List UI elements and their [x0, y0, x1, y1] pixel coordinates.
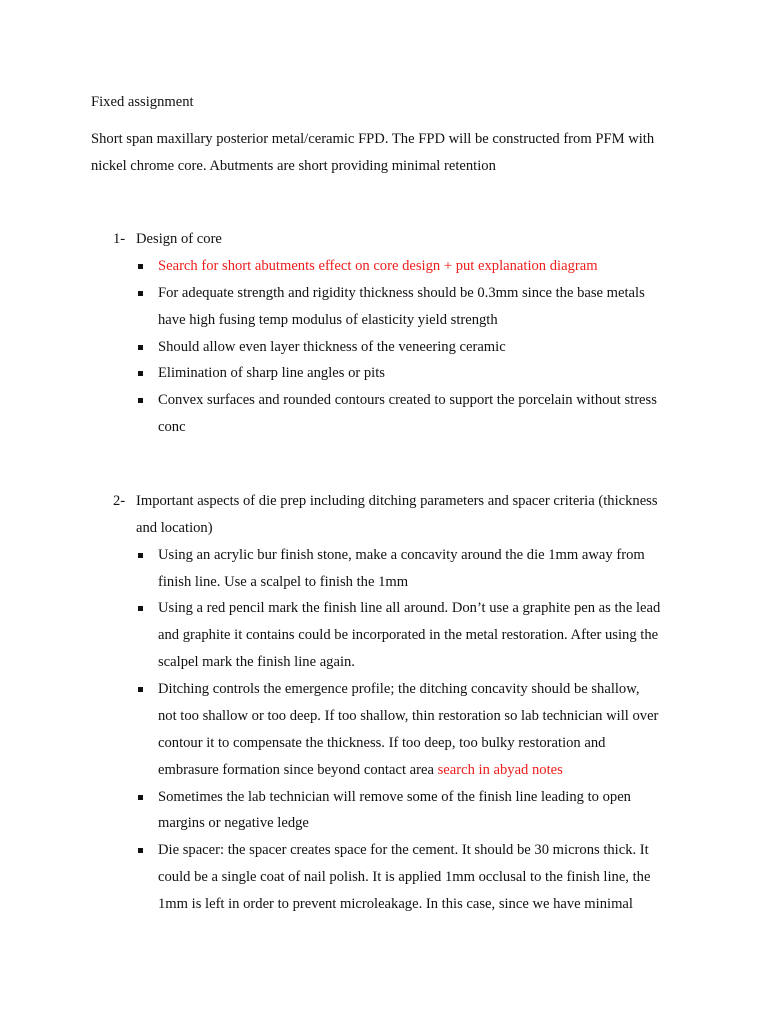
- bullet-marker-icon: [138, 398, 143, 403]
- bullet-line: Using an acrylic bur finish stone, make a concavity around the die 1mm away from: [158, 547, 645, 563]
- intro-line: nickel chrome core. Abutments are short providing minimal retention: [91, 158, 496, 174]
- bullet-line: margins or negative ledge: [158, 815, 309, 831]
- bullet-line: Using a red pencil mark the finish line all around. Don’t use a graphite pen as the lead: [158, 600, 661, 616]
- bullet-line: have high fusing temp modulus of elasticity yield strength: [158, 312, 498, 328]
- bullet-line-text: embrasure formation since beyond contact area: [158, 762, 438, 778]
- bullet-marker-icon: [138, 848, 143, 853]
- bullet-line: could be a single coat of nail polish. It is applied 1mm occlusal to the finish line, the: [158, 869, 651, 885]
- section-heading: and location): [136, 520, 213, 536]
- bullet-line: conc: [158, 419, 186, 435]
- bullet-marker-icon: [138, 264, 143, 269]
- bullet-line: finish line. Use a scalpel to finish the 1mm: [158, 574, 409, 590]
- highlight-note: search in abyad notes: [437, 762, 563, 778]
- section-number: 2-: [113, 493, 126, 509]
- bullet-line: Elimination of sharp line angles or pits: [158, 365, 385, 381]
- bullet-line: Should allow even layer thickness of the veneering ceramic: [158, 339, 506, 355]
- section-heading: Design of core: [136, 231, 222, 247]
- bullet-marker-icon: [138, 291, 143, 296]
- document-title: Fixed assignment: [91, 94, 194, 110]
- bullet-line: Ditching controls the emergence profile; the ditching concavity should be shallow,: [158, 681, 640, 697]
- bullet-line: not too shallow or too deep. If too shallow, thin restoration so lab technician will over: [158, 708, 659, 724]
- intro-line: Short span maxillary posterior metal/ceramic FPD. The FPD will be constructed from PFM with: [91, 131, 655, 147]
- bullet-marker-icon: [138, 687, 143, 692]
- bullet-line: and graphite it contains could be incorporated in the metal restoration. After using the: [158, 627, 659, 643]
- bullet-line: Die spacer: the spacer creates space for the cement. It should be 30 microns thick. It: [158, 842, 649, 858]
- bullet-marker-icon: [138, 553, 143, 558]
- bullet-line: Search for short abutments effect on core design + put explanation diagram: [158, 258, 598, 274]
- bullet-line: Convex surfaces and rounded contours created to support the porcelain without stress: [158, 392, 657, 408]
- bullet-line: Sometimes the lab technician will remove some of the finish line leading to open: [158, 789, 631, 805]
- section-heading: Important aspects of die prep including ditching parameters and spacer criteria (thickness: [136, 493, 658, 509]
- bullet-line: scalpel mark the finish line again.: [158, 654, 355, 670]
- bullet-line: For adequate strength and rigidity thickness should be 0.3mm since the base metals: [158, 285, 645, 301]
- bullet-marker-icon: [138, 795, 143, 800]
- intro-paragraph: [91, 126, 691, 180]
- bullet-line: contour it to compensate the thickness. If too deep, too bulky restoration and: [158, 735, 606, 751]
- bullet-marker-icon: [138, 345, 143, 350]
- section-number: 1-: [113, 231, 126, 247]
- bullet-line: [158, 757, 563, 784]
- bullet-marker-icon: [138, 606, 143, 611]
- bullet-line: 1mm is left in order to prevent microleakage. In this case, since we have minimal: [158, 896, 633, 912]
- bullet-marker-icon: [138, 371, 143, 376]
